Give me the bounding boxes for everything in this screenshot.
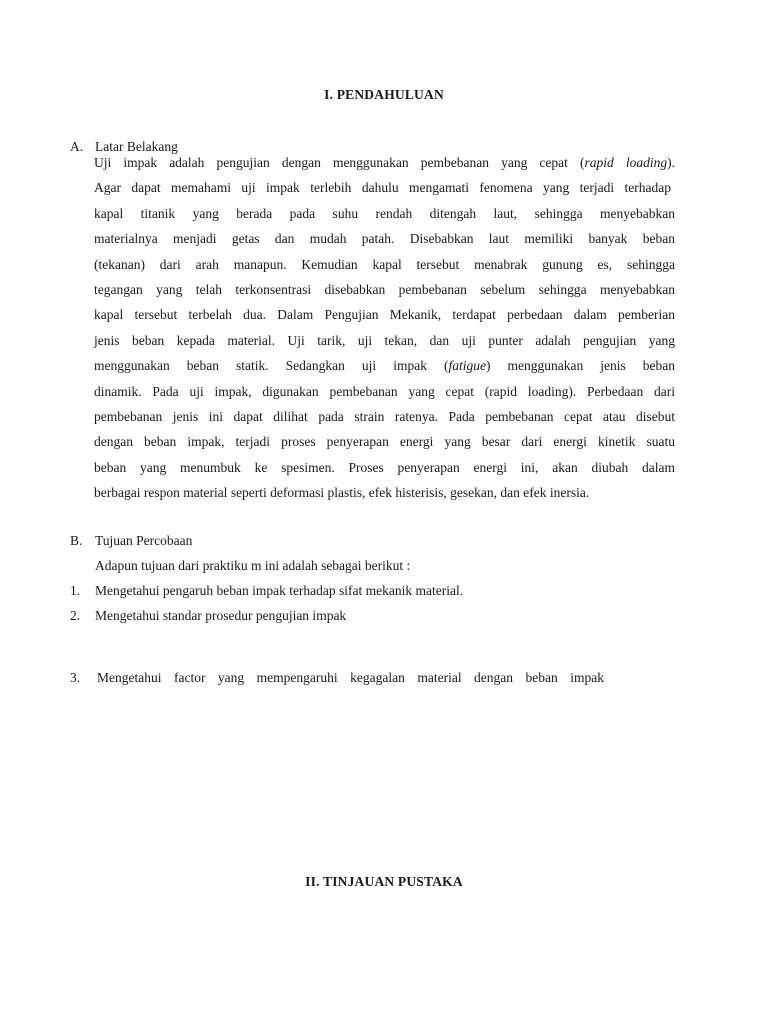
objective-2-number: 2.	[70, 608, 81, 623]
section-heading-1: I. PENDAHULUAN	[324, 87, 444, 102]
section-heading-2: II. TINJAUAN PUSTAKA	[305, 874, 463, 889]
paragraph-line	[94, 150, 675, 175]
paragraph-line	[94, 429, 675, 454]
subsection-a-title: Latar Belakang	[95, 139, 178, 154]
objective-1-text: Mengetahui pengaruh beban impak terhadap sifat mekanik material.	[95, 583, 464, 598]
line-text: menggunakan beban statik. Sedangkan uji impak (	[94, 358, 449, 374]
line-text: berbagai respon material seperti deformasi plastis, efek histerisis, gesekan, dan efek inersia.	[94, 485, 590, 501]
paragraph-line	[94, 480, 662, 505]
paragraph-line	[94, 455, 675, 480]
line-text: pembebanan jenis ini dapat dilihat pada strain ratenya. Pada pembebanan cepat atau disebut	[94, 408, 675, 424]
line-text: kapal tersebut terbelah dua. Dalam Pengujian Mekanik, terdapat perbedaan dalam pemberian	[94, 307, 675, 323]
objectives-intro: Adapun tujuan dari praktiku m ini adalah sebagai berikut :	[95, 558, 411, 573]
line-text-tail: ) menggunakan jenis beban	[485, 358, 676, 374]
paragraph-line	[94, 404, 675, 429]
paragraph-line	[94, 328, 675, 353]
line-text-tail: ).	[667, 155, 675, 170]
background-paragraph	[94, 150, 675, 505]
line-text: jenis beban kepada material. Uji tarik, uji tekan, dan uji punter adalah pengujian yang	[94, 332, 675, 348]
objective-3-number: 3.	[70, 670, 81, 685]
paragraph-line	[94, 379, 675, 404]
objective-3-text: Mengetahui factor yang mempengaruhi kegagalan material dengan beban impak	[97, 670, 604, 685]
paragraph-line	[94, 201, 675, 226]
subsection-b-marker: B.	[70, 533, 83, 548]
paragraph-line	[94, 353, 675, 378]
paragraph-line	[94, 175, 671, 200]
paragraph-line	[94, 302, 675, 327]
paragraph-line	[94, 252, 675, 277]
objective-1-number: 1.	[70, 583, 81, 598]
line-text: dengan beban impak, terjadi proses penyerapan energi yang besar dari energi kinetik suatu	[94, 434, 675, 450]
objective-2-text: Mengetahui standar prosedur pengujian impak	[95, 608, 347, 623]
line-text: Agar dapat memahami uji impak terlebih dahulu mengamati fenomena yang terjadi terhadap	[94, 180, 671, 196]
paragraph-line	[94, 277, 675, 302]
subsection-a-marker: A.	[70, 139, 84, 154]
italic-term: rapid loading	[584, 155, 668, 170]
line-text: materialnya menjadi getas dan mudah patah. Disebabkan laut memiliki banyak beban	[94, 231, 675, 247]
paragraph-line	[94, 226, 675, 251]
line-text: tegangan yang telah terkonsentrasi disebabkan pembebanan sebelum sehingga menyebabkan	[94, 281, 675, 297]
line-text: dinamik. Pada uji impak, digunakan pembebanan yang cepat (rapid loading). Perbedaan dari	[94, 383, 675, 399]
line-text: Uji impak adalah pengujian dengan menggunakan pembebanan yang cepat (	[94, 155, 585, 170]
line-text: beban yang menumbuk ke spesimen. Proses penyerapan energi ini, akan diubah dalam	[94, 459, 675, 475]
line-text: kapal titanik yang berada pada suhu rendah ditengah laut, sehingga menyebabkan	[94, 205, 675, 221]
line-text: (tekanan) dari arah manapun. Kemudian kapal tersebut menabrak gunung es, sehingga	[94, 256, 675, 272]
italic-term: fatigue	[448, 358, 486, 374]
subsection-b-title: Tujuan Percobaan	[95, 533, 193, 548]
